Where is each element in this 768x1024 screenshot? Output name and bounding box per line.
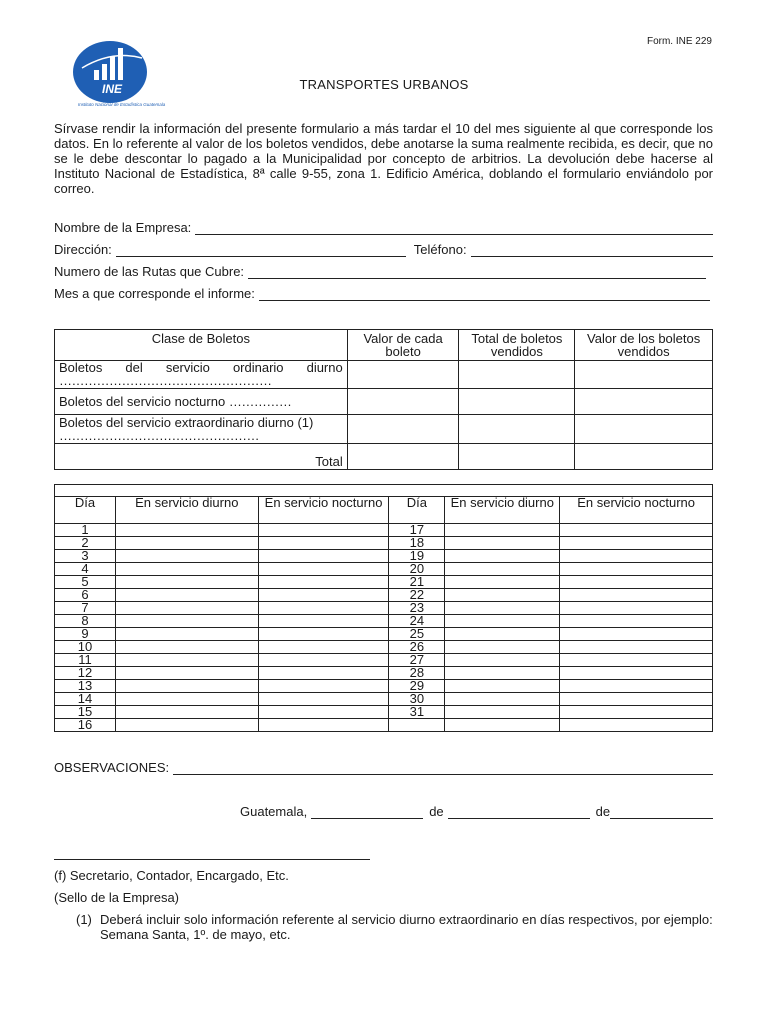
cell-input[interactable]: [115, 719, 258, 732]
cell-input[interactable]: [115, 615, 258, 628]
rutas-input-line[interactable]: [248, 266, 706, 279]
cell-input[interactable]: [258, 628, 389, 641]
row-total-label: Total: [55, 444, 348, 470]
day-number: 29: [389, 680, 445, 693]
cell-input[interactable]: [258, 654, 389, 667]
cell-input[interactable]: [445, 589, 560, 602]
cell-input[interactable]: [115, 524, 258, 537]
cell-input[interactable]: [347, 444, 459, 470]
signature-label: (f) Secretario, Contador, Encargado, Etc.: [54, 868, 289, 883]
day-number: 14: [55, 693, 116, 706]
logo-text: INE: [102, 82, 123, 96]
table-row: [55, 537, 713, 550]
cell-input[interactable]: [258, 641, 389, 654]
table-row: [55, 589, 713, 602]
cell-input[interactable]: [258, 602, 389, 615]
cell-input[interactable]: [560, 654, 713, 667]
cell-input[interactable]: [445, 615, 560, 628]
table-row: [55, 563, 713, 576]
observaciones-field[interactable]: [54, 759, 713, 775]
table-row: [55, 667, 713, 680]
observaciones-label: OBSERVACIONES:: [54, 760, 170, 775]
cell-input[interactable]: [560, 602, 713, 615]
form-code: Form. INE 229: [646, 36, 712, 47]
cell-input[interactable]: [258, 680, 389, 693]
cell-input[interactable]: [445, 719, 560, 732]
telefono-label: Teléfono:: [413, 242, 467, 257]
cell-input[interactable]: [445, 563, 560, 576]
cell-input[interactable]: [258, 693, 389, 706]
row-ordinario-label: Boletos del servicio ordinario diurno ……………………………………………: [55, 361, 348, 389]
cell-input[interactable]: [445, 641, 560, 654]
cell-input[interactable]: [560, 550, 713, 563]
day-number: 3: [55, 550, 116, 563]
day-number: 12: [55, 667, 116, 680]
empresa-label: Nombre de la Empresa:: [54, 220, 192, 235]
cell-input[interactable]: [115, 680, 258, 693]
day-number: 18: [389, 537, 445, 550]
cell-input[interactable]: [445, 654, 560, 667]
place-date-row: [240, 803, 713, 819]
dias-table-body: [55, 524, 713, 732]
footnote-text: Deberá incluir solo información referente al servicio diurno extraordinario en días respectivos, por ejemplo: Semana Santa, 1º. de mayo, etc.: [100, 912, 713, 942]
cell-input[interactable]: [258, 524, 389, 537]
direccion-label: Dirección:: [54, 242, 112, 257]
cell-input[interactable]: [445, 524, 560, 537]
table-row: [55, 641, 713, 654]
cell-input[interactable]: [258, 615, 389, 628]
cell-input[interactable]: [347, 415, 459, 444]
header-dia-left: Día: [55, 497, 116, 524]
cell-input[interactable]: [258, 537, 389, 550]
row-nocturno-label: Boletos del servicio nocturno ……………: [55, 389, 348, 415]
day-number: 16: [55, 719, 116, 732]
day-number: 15: [55, 706, 116, 719]
cell-input[interactable]: [560, 537, 713, 550]
cell-input[interactable]: [445, 576, 560, 589]
cell-input[interactable]: [115, 667, 258, 680]
table-row: [55, 524, 713, 537]
day-number: 2: [55, 537, 116, 550]
cell-input[interactable]: [445, 602, 560, 615]
header-diurno-left: En servicio diurno: [115, 497, 258, 524]
instructions-paragraph: Sírvase rendir la información del presente formulario a más tardar el 10 del mes siguiente al que corresponde los datos. En lo referente al valor de los boletos vendidos, debe anotarse la suma realmente recibida, es decir, que no se le debe descontar lo pagado a la Municipalidad por concepto de arbitrios. La devolución debe hacerse al Instituto Nacional de Estadística, 8ª calle 9-55, zona 1. Edificio América, doblando el formulario enviándolo por correo.: [54, 121, 713, 196]
day-number: 22: [389, 589, 445, 602]
table-row: [55, 719, 713, 732]
day-number: 7: [55, 602, 116, 615]
cell-input[interactable]: [560, 524, 713, 537]
day-number: 23: [389, 602, 445, 615]
cell-input[interactable]: [459, 389, 575, 415]
cell-input[interactable]: [258, 667, 389, 680]
table-row: [55, 576, 713, 589]
cell-input[interactable]: [560, 706, 713, 719]
observaciones-input-line[interactable]: [173, 762, 713, 775]
day-number: 10: [55, 641, 116, 654]
cell-input[interactable]: [445, 537, 560, 550]
cell-input[interactable]: [115, 654, 258, 667]
cell-input[interactable]: [459, 415, 575, 444]
table-row: [55, 693, 713, 706]
logo-subtitle: Instituto Nacional de Estadística Guatemala: [78, 102, 166, 107]
rutas-field[interactable]: [54, 263, 706, 279]
month-input-line[interactable]: [448, 806, 590, 819]
de-label-2: de: [595, 804, 611, 819]
day-number: 28: [389, 667, 445, 680]
cell-input[interactable]: [258, 563, 389, 576]
empresa-field[interactable]: [54, 219, 713, 235]
header-total-vendidos: Total de boletos vendidos: [459, 330, 575, 361]
day-number: 27: [389, 654, 445, 667]
empresa-input-line[interactable]: [195, 222, 713, 235]
cell-input[interactable]: [115, 641, 258, 654]
table-row: [55, 706, 713, 719]
table-row: [55, 654, 713, 667]
cell-input[interactable]: [560, 589, 713, 602]
day-number: 9: [55, 628, 116, 641]
cell-input[interactable]: [560, 615, 713, 628]
table-row: [55, 680, 713, 693]
cell-input[interactable]: [445, 550, 560, 563]
day-number: [389, 719, 445, 732]
cell-input[interactable]: [575, 361, 713, 389]
cell-input[interactable]: [258, 550, 389, 563]
cell-input[interactable]: [115, 602, 258, 615]
table-row: [55, 602, 713, 615]
cell-input[interactable]: [445, 680, 560, 693]
header-clase: Clase de Boletos: [55, 330, 348, 361]
cell-input[interactable]: [459, 444, 575, 470]
cell-input[interactable]: [445, 706, 560, 719]
signature-line[interactable]: [54, 859, 370, 860]
day-number: 24: [389, 615, 445, 628]
direccion-input-line[interactable]: [116, 244, 406, 257]
day-number: 30: [389, 693, 445, 706]
day-number: 6: [55, 589, 116, 602]
cell-input[interactable]: [258, 576, 389, 589]
cell-input[interactable]: [575, 415, 713, 444]
table-row: [55, 628, 713, 641]
year-input-line[interactable]: [610, 806, 713, 819]
cell-input[interactable]: [445, 693, 560, 706]
day-input-line[interactable]: [311, 806, 423, 819]
cell-input[interactable]: [575, 389, 713, 415]
cell-input[interactable]: [115, 537, 258, 550]
city-label: Guatemala,: [240, 804, 308, 819]
row-extraordinario-label: Boletos del servicio extraordinario diurno (1) …………………………………………: [55, 415, 348, 444]
day-number: 17: [389, 524, 445, 537]
cell-input[interactable]: [560, 641, 713, 654]
day-number: 21: [389, 576, 445, 589]
cell-input[interactable]: [115, 576, 258, 589]
cell-input[interactable]: [258, 706, 389, 719]
header-dia-right: Día: [389, 497, 445, 524]
cell-input[interactable]: [560, 576, 713, 589]
day-number: 31: [389, 706, 445, 719]
cell-input[interactable]: [575, 444, 713, 470]
mes-input-line[interactable]: [259, 288, 710, 301]
day-number: 19: [389, 550, 445, 563]
dias-table: [54, 484, 713, 732]
mes-field[interactable]: [54, 285, 710, 301]
day-number: 20: [389, 563, 445, 576]
day-number: 25: [389, 628, 445, 641]
cell-input[interactable]: [258, 719, 389, 732]
header-valor-cada: Valor de cada boleto: [347, 330, 459, 361]
day-number: 13: [55, 680, 116, 693]
direccion-telefono-row: [54, 241, 713, 257]
cell-input[interactable]: [560, 667, 713, 680]
cell-input[interactable]: [115, 693, 258, 706]
mes-label: Mes a que corresponde el informe:: [54, 286, 255, 301]
table-row: [55, 615, 713, 628]
cell-input[interactable]: [459, 361, 575, 389]
de-label-1: de: [429, 804, 444, 819]
boletos-table: [54, 329, 713, 470]
header-diurno-right: En servicio diurno: [445, 497, 560, 524]
page-title: TRANSPORTES URBANOS: [299, 77, 469, 92]
cell-input[interactable]: [115, 706, 258, 719]
cell-input[interactable]: [115, 628, 258, 641]
telefono-input-line[interactable]: [471, 244, 713, 257]
rutas-label: Numero de las Rutas que Cubre:: [54, 264, 245, 279]
day-number: 8: [55, 615, 116, 628]
cell-input[interactable]: [560, 719, 713, 732]
day-number: 1: [55, 524, 116, 537]
day-number: 11: [55, 654, 116, 667]
day-number: 26: [389, 641, 445, 654]
table-row: [55, 550, 713, 563]
cell-input[interactable]: [560, 693, 713, 706]
header-valor-vendidos: Valor de los boletos vendidos: [575, 330, 713, 361]
day-number: 4: [55, 563, 116, 576]
day-number: 5: [55, 576, 116, 589]
header-nocturno-right: En servicio nocturno: [560, 497, 713, 524]
cell-input[interactable]: [445, 667, 560, 680]
cell-input[interactable]: [560, 680, 713, 693]
seal-label: (Sello de la Empresa): [54, 890, 179, 905]
cell-input[interactable]: [560, 563, 713, 576]
cell-input[interactable]: [115, 563, 258, 576]
cell-input[interactable]: [115, 550, 258, 563]
cell-input[interactable]: [560, 628, 713, 641]
cell-input[interactable]: [115, 589, 258, 602]
cell-input[interactable]: [347, 361, 459, 389]
cell-input[interactable]: [347, 389, 459, 415]
header-nocturno-left: En servicio nocturno: [258, 497, 389, 524]
cell-input[interactable]: [258, 589, 389, 602]
footnote-number: (1): [76, 912, 92, 927]
ine-logo: [72, 40, 166, 110]
cell-input[interactable]: [445, 628, 560, 641]
